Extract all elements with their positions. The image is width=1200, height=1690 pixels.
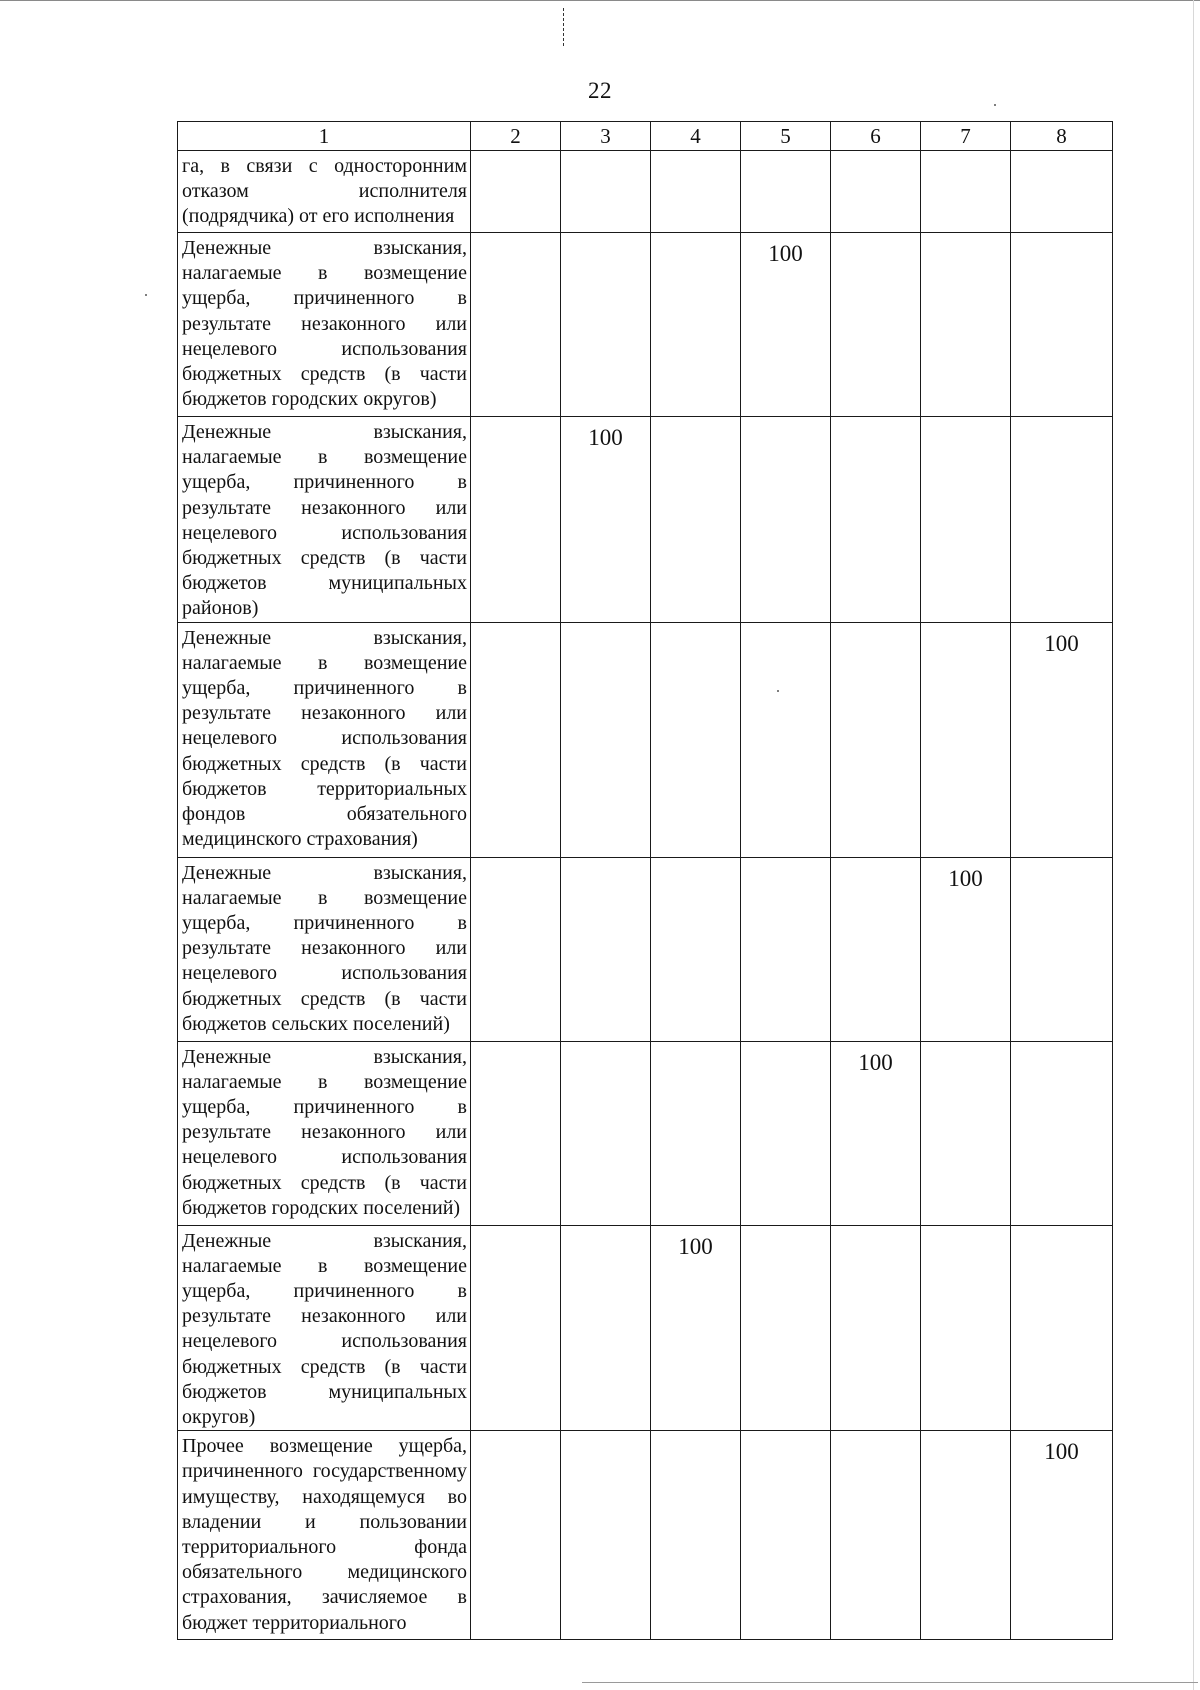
table-row bbox=[178, 151, 1113, 233]
value-cell bbox=[471, 417, 561, 623]
row-description: Денежные взыскания, налагаемые в возмещение ущерба, причиненного в результате незаконного или нецелевого использования бюджетных средств (в части бюджетов сельских поселений) bbox=[178, 857, 471, 1041]
header-cell: 3 bbox=[561, 122, 651, 151]
value-cell bbox=[471, 1431, 561, 1640]
row-description: га, в связи с односторонним отказом исполнителя (подрядчика) от его исполнения bbox=[178, 151, 471, 233]
row-description: Прочее возмещение ущерба, причиненного государственному имуществу, находящемуся во владении и пользовании территориального фонда обязательного медицинского страхования, зачисляемое в бюджет территориального bbox=[178, 1431, 471, 1640]
scan-speck bbox=[994, 104, 996, 106]
value-cell bbox=[921, 1225, 1011, 1431]
scan-bottom-line bbox=[582, 1682, 1198, 1683]
value-cell bbox=[921, 622, 1011, 857]
header-cell: 2 bbox=[471, 122, 561, 151]
value-cell bbox=[1011, 1225, 1113, 1431]
value-cell bbox=[831, 233, 921, 417]
value-cell bbox=[1011, 233, 1113, 417]
value-cell bbox=[651, 1041, 741, 1225]
value-cell bbox=[831, 1431, 921, 1640]
value-cell bbox=[561, 1225, 651, 1431]
value-cell bbox=[921, 1431, 1011, 1640]
value-cell bbox=[921, 1041, 1011, 1225]
table-row bbox=[178, 1225, 1113, 1431]
value-cell bbox=[1011, 151, 1113, 233]
value-cell bbox=[741, 417, 831, 623]
value-cell bbox=[831, 1225, 921, 1431]
value-cell bbox=[831, 151, 921, 233]
value-cell bbox=[831, 417, 921, 623]
value-cell bbox=[741, 622, 831, 857]
value-cell: 100 bbox=[831, 1041, 921, 1225]
value-cell bbox=[921, 151, 1011, 233]
value-cell bbox=[651, 1431, 741, 1640]
value-cell bbox=[471, 1225, 561, 1431]
row-description: Денежные взыскания, налагаемые в возмещение ущерба, причиненного в результате незаконного или нецелевого использования бюджетных средств (в части бюджетов городских поселений) bbox=[178, 1041, 471, 1225]
table-row bbox=[178, 417, 1113, 623]
value-cell bbox=[471, 151, 561, 233]
value-cell: 100 bbox=[1011, 622, 1113, 857]
value-cell bbox=[471, 622, 561, 857]
value-cell bbox=[471, 233, 561, 417]
value-cell bbox=[471, 857, 561, 1041]
scan-top-edge bbox=[0, 0, 1200, 1]
value-cell bbox=[741, 1225, 831, 1431]
budget-distribution-table bbox=[177, 121, 1113, 1640]
value-cell bbox=[561, 233, 651, 417]
value-cell bbox=[561, 1431, 651, 1640]
value-cell: 100 bbox=[561, 417, 651, 623]
value-cell bbox=[741, 151, 831, 233]
value-cell bbox=[831, 857, 921, 1041]
row-description: Денежные взыскания, налагаемые в возмещение ущерба, причиненного в результате незаконного или нецелевого использования бюджетных средств (в части бюджетов территориальных фондов обязательного медицинского страхования) bbox=[178, 622, 471, 857]
value-cell bbox=[921, 417, 1011, 623]
value-cell bbox=[1011, 417, 1113, 623]
scan-speck bbox=[145, 294, 147, 296]
value-cell: 100 bbox=[1011, 1431, 1113, 1640]
header-cell: 6 bbox=[831, 122, 921, 151]
header-cell: 5 bbox=[741, 122, 831, 151]
value-cell bbox=[741, 1041, 831, 1225]
row-description: Денежные взыскания, налагаемые в возмещение ущерба, причиненного в результате незаконного или нецелевого использования бюджетных средств (в части бюджетов городских округов) bbox=[178, 233, 471, 417]
value-cell: 100 bbox=[651, 1225, 741, 1431]
page-number: 22 bbox=[588, 78, 612, 103]
value-cell bbox=[651, 622, 741, 857]
value-cell bbox=[561, 1041, 651, 1225]
row-description: Денежные взыскания, налагаемые в возмещение ущерба, причиненного в результате незаконного или нецелевого использования бюджетных средств (в части бюджетов муниципальных округов) bbox=[178, 1225, 471, 1431]
table-row bbox=[178, 1431, 1113, 1640]
header-cell: 4 bbox=[651, 122, 741, 151]
scan-right-edge bbox=[1193, 0, 1194, 1690]
value-cell: 100 bbox=[921, 857, 1011, 1041]
table-row bbox=[178, 857, 1113, 1041]
table-row bbox=[178, 233, 1113, 417]
value-cell bbox=[561, 151, 651, 233]
value-cell bbox=[471, 1041, 561, 1225]
value-cell bbox=[651, 857, 741, 1041]
table-header-row bbox=[178, 122, 1113, 151]
value-cell bbox=[651, 151, 741, 233]
value-cell: 100 bbox=[741, 233, 831, 417]
header-cell: 7 bbox=[921, 122, 1011, 151]
row-description: Денежные взыскания, налагаемые в возмещение ущерба, причиненного в результате незаконного или нецелевого использования бюджетных средств (в части бюджетов муниципальных районов) bbox=[178, 417, 471, 623]
header-cell: 1 bbox=[178, 122, 471, 151]
value-cell bbox=[1011, 1041, 1113, 1225]
value-cell bbox=[561, 622, 651, 857]
table-row bbox=[178, 1041, 1113, 1225]
value-cell bbox=[651, 417, 741, 623]
table-row bbox=[178, 622, 1113, 857]
value-cell bbox=[831, 622, 921, 857]
scan-cut-mark bbox=[563, 8, 564, 46]
value-cell bbox=[741, 1431, 831, 1640]
value-cell bbox=[1011, 857, 1113, 1041]
value-cell bbox=[741, 857, 831, 1041]
value-cell bbox=[651, 233, 741, 417]
value-cell bbox=[561, 857, 651, 1041]
value-cell bbox=[921, 233, 1011, 417]
header-cell: 8 bbox=[1011, 122, 1113, 151]
